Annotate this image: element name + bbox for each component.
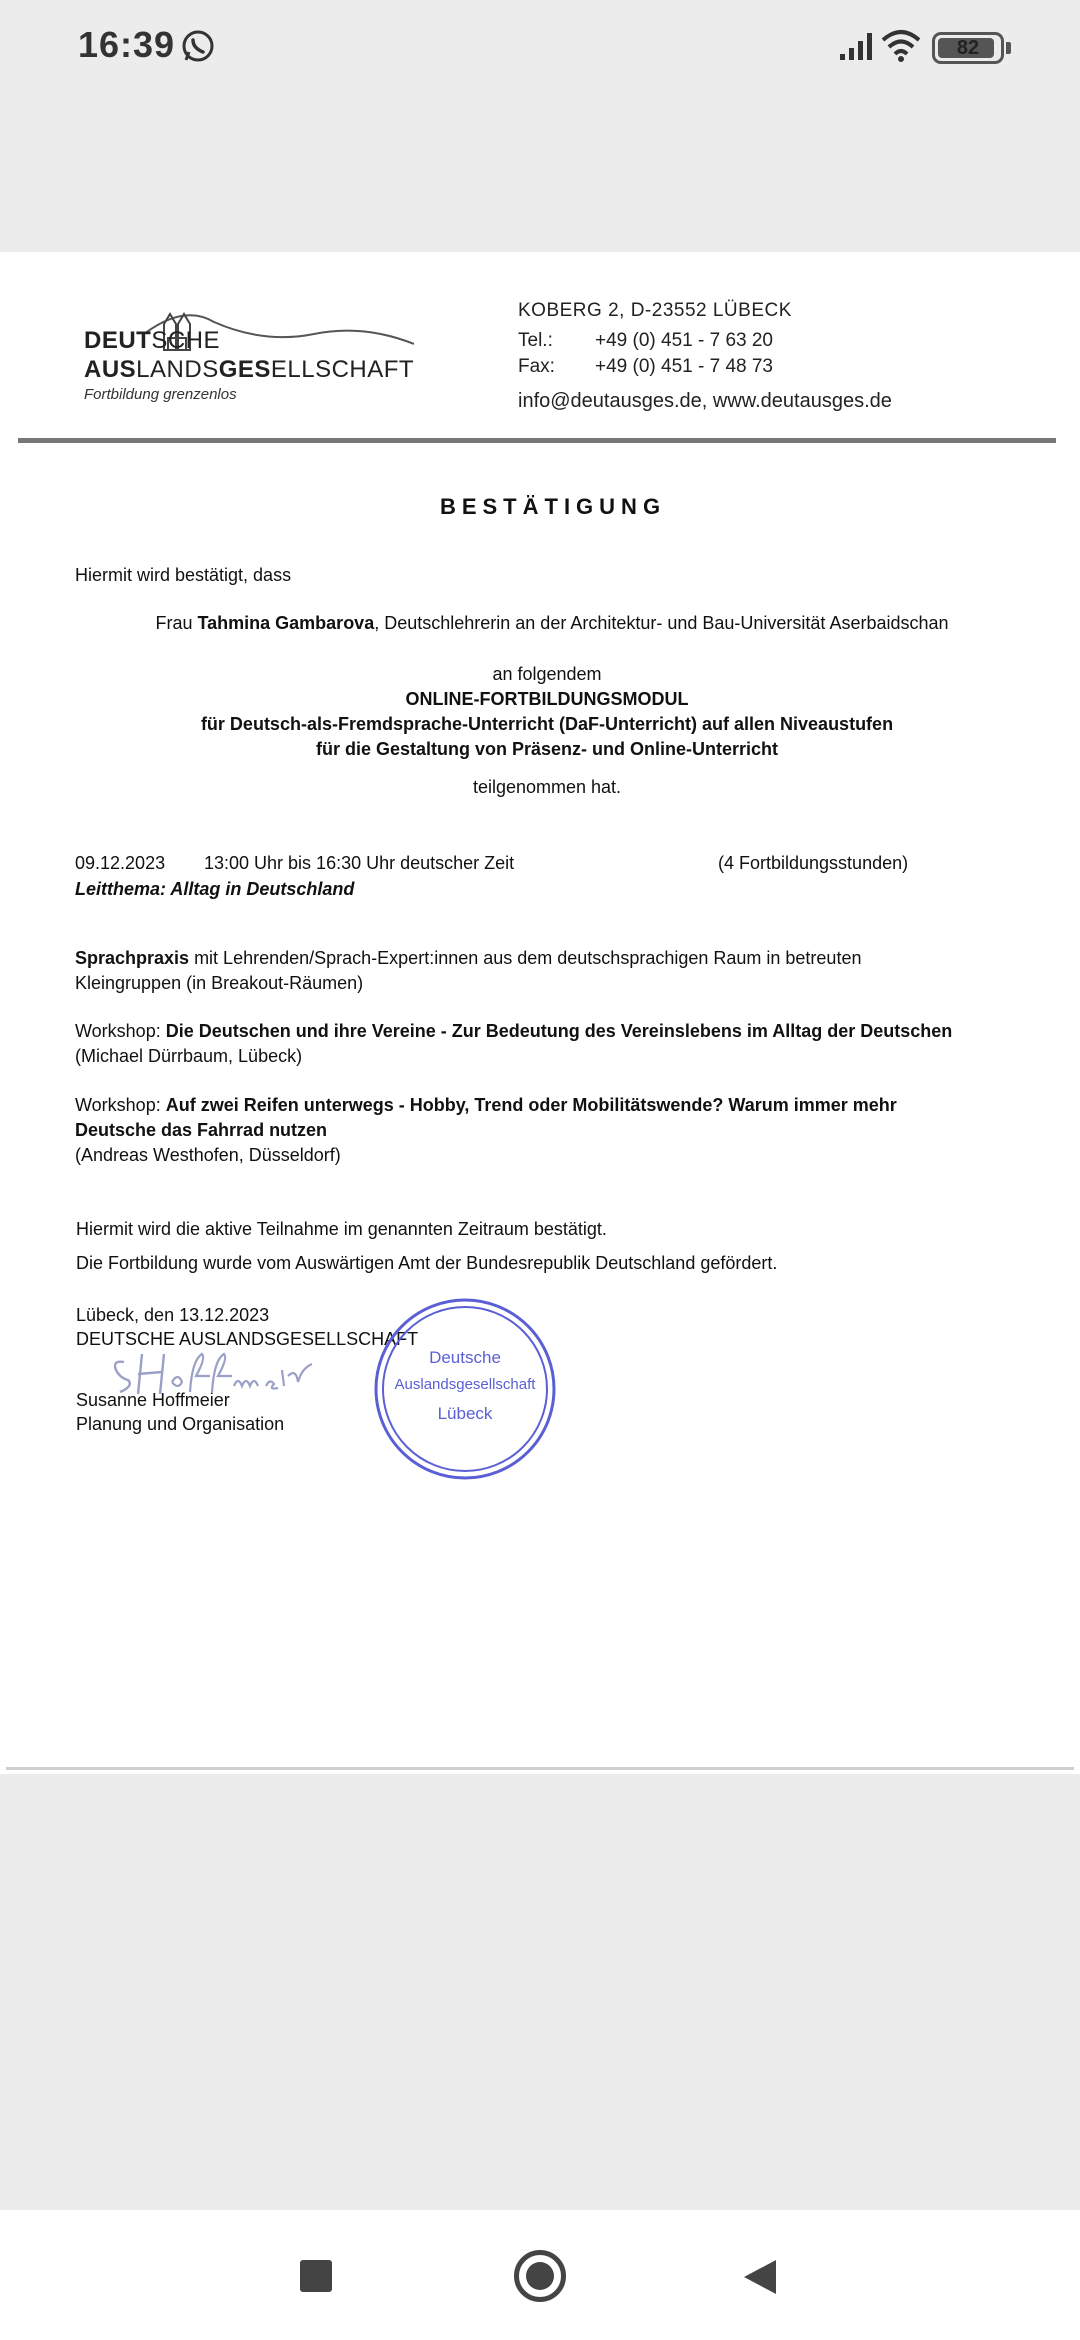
funding-text: Die Fortbildung wurde vom Auswärtigen Amt der Bundesrepublik Deutschland gefördert. [76, 1253, 778, 1273]
battery-tip [1006, 42, 1011, 54]
intro-text: Hiermit wird bestätigt, dass [75, 565, 292, 585]
logo-rest-part: LANDS [136, 356, 219, 383]
course-time: 13:00 Uhr bis 16:30 Uhr deutscher Zeit [204, 853, 515, 873]
practice-line-2: Kleingruppen (in Breakout-Räumen) [75, 973, 364, 993]
practice-text: mit Lehrenden/Sprach-Expert:innen aus dem deutschsprachigen Raum in betreuten [189, 948, 862, 968]
workshop-label: Workshop: [75, 1021, 166, 1041]
workshop-1-title [75, 1021, 952, 1042]
place-date: Lübeck, den 13.12.2023 [76, 1305, 270, 1325]
document-page [0, 252, 1080, 1774]
logo-line-1 [84, 327, 220, 355]
status-time: 16:39 [78, 24, 176, 65]
letterhead-address [518, 298, 892, 414]
street-address: KOBERG 2, D-23552 LÜBECK [518, 300, 792, 321]
contact-line: info@deutausges.de, www.deutausges.de [518, 390, 892, 412]
person-name: Tahmina Gambarova [197, 613, 375, 633]
fax-number: +49 (0) 451 - 7 48 73 [595, 356, 773, 377]
tel-row [518, 328, 892, 354]
stamp-line-2: Auslandsgesellschaft [394, 1376, 536, 1393]
battery-level: 82 [956, 37, 980, 59]
fax-label: Fax: [518, 356, 555, 377]
home-circle-icon[interactable] [514, 2250, 566, 2302]
logo-bold-part: AUS [84, 356, 137, 383]
company-logo [84, 292, 415, 412]
participated-text: teilgenommen hat. [472, 777, 622, 797]
workshop-2-title-cont: Deutsche das Fahrrad nutzen [75, 1120, 328, 1140]
an-folgendem: an folgendem [492, 664, 602, 684]
logo-line-2 [84, 356, 414, 384]
back-triangle-icon[interactable] [742, 2258, 778, 2301]
workshop-title: Auf zwei Reifen unterwegs - Hobby, Trend oder Mobilitätswende? Warum immer mehr [165, 1095, 897, 1115]
tel-label: Tel.: [518, 330, 553, 351]
document-title: BESTÄTIGUNG [439, 494, 667, 519]
module-subtitle-1: für Deutsch-als-Fremdsprache-Unterricht (DaF-Unterricht) auf allen Niveaustufen [200, 714, 894, 734]
module-title: ONLINE-FORTBILDUNGSMODUL [405, 689, 689, 709]
course-hours: (4 Fortbildungsstunden) [718, 853, 909, 873]
workshop-title: Die Deutschen und ihre Vereine - Zur Bedeutung des Vereinslebens im Alltag der Deutschen [165, 1021, 953, 1041]
logo-tagline: Fortbildung grenzenlos [84, 386, 237, 403]
tel-number: +49 (0) 451 - 7 63 20 [595, 330, 773, 351]
organisation-name: DEUTSCHE AUSLANDSGESELLSCHAFT [76, 1329, 419, 1349]
practice-bold: Sprachpraxis [75, 948, 190, 968]
logo-rest-part: SCHE [151, 327, 221, 354]
workshop-2-speaker: (Andreas Westhofen, Düsseldorf) [75, 1145, 341, 1165]
signal-icon [838, 30, 876, 67]
confirmation-text: Hiermit wird die aktive Teilnahme im genannten Zeitraum bestätigt. [76, 1219, 607, 1239]
participant-line [0, 613, 1080, 634]
stamp-line-3: Lübeck [437, 1404, 493, 1423]
home-circle-inner [526, 2262, 554, 2290]
logo-bold-part: DEUT [84, 327, 152, 354]
workshop-label: Workshop: [75, 1095, 166, 1115]
status-bar [0, 0, 1080, 96]
practice-line-1 [75, 948, 861, 969]
official-stamp [372, 1296, 558, 1482]
page-edge [6, 1767, 1074, 1770]
letterhead-divider [18, 438, 1056, 443]
module-subtitle-2: für die Gestaltung von Präsenz- und Online-Unterricht [315, 739, 779, 759]
logo-rest-part: ELLSCHAFT [270, 356, 415, 383]
recents-square-icon[interactable] [300, 2260, 332, 2292]
course-theme: Leitthema: Alltag in Deutschland [75, 879, 355, 899]
course-date: 09.12.2023 [75, 853, 166, 873]
battery-icon [932, 32, 1004, 64]
stamp-line-1: Deutsche [429, 1348, 501, 1367]
signer-role: Planung und Organisation [76, 1414, 285, 1434]
logo-bold-part: GES [218, 356, 271, 383]
signer-name: Susanne Hoffmeier [76, 1390, 230, 1410]
person-prefix: Frau [155, 613, 198, 633]
fax-row [518, 354, 892, 380]
workshop-2-title [75, 1095, 897, 1116]
workshop-1-speaker: (Michael Dürrbaum, Lübeck) [75, 1046, 303, 1066]
wifi-icon [880, 28, 922, 67]
navigation-bar [0, 2210, 1080, 2340]
whatsapp-icon [180, 28, 216, 69]
person-role: , Deutschlehrerin an der Architektur- und Bau-Universität Aserbaidschan [374, 613, 949, 633]
